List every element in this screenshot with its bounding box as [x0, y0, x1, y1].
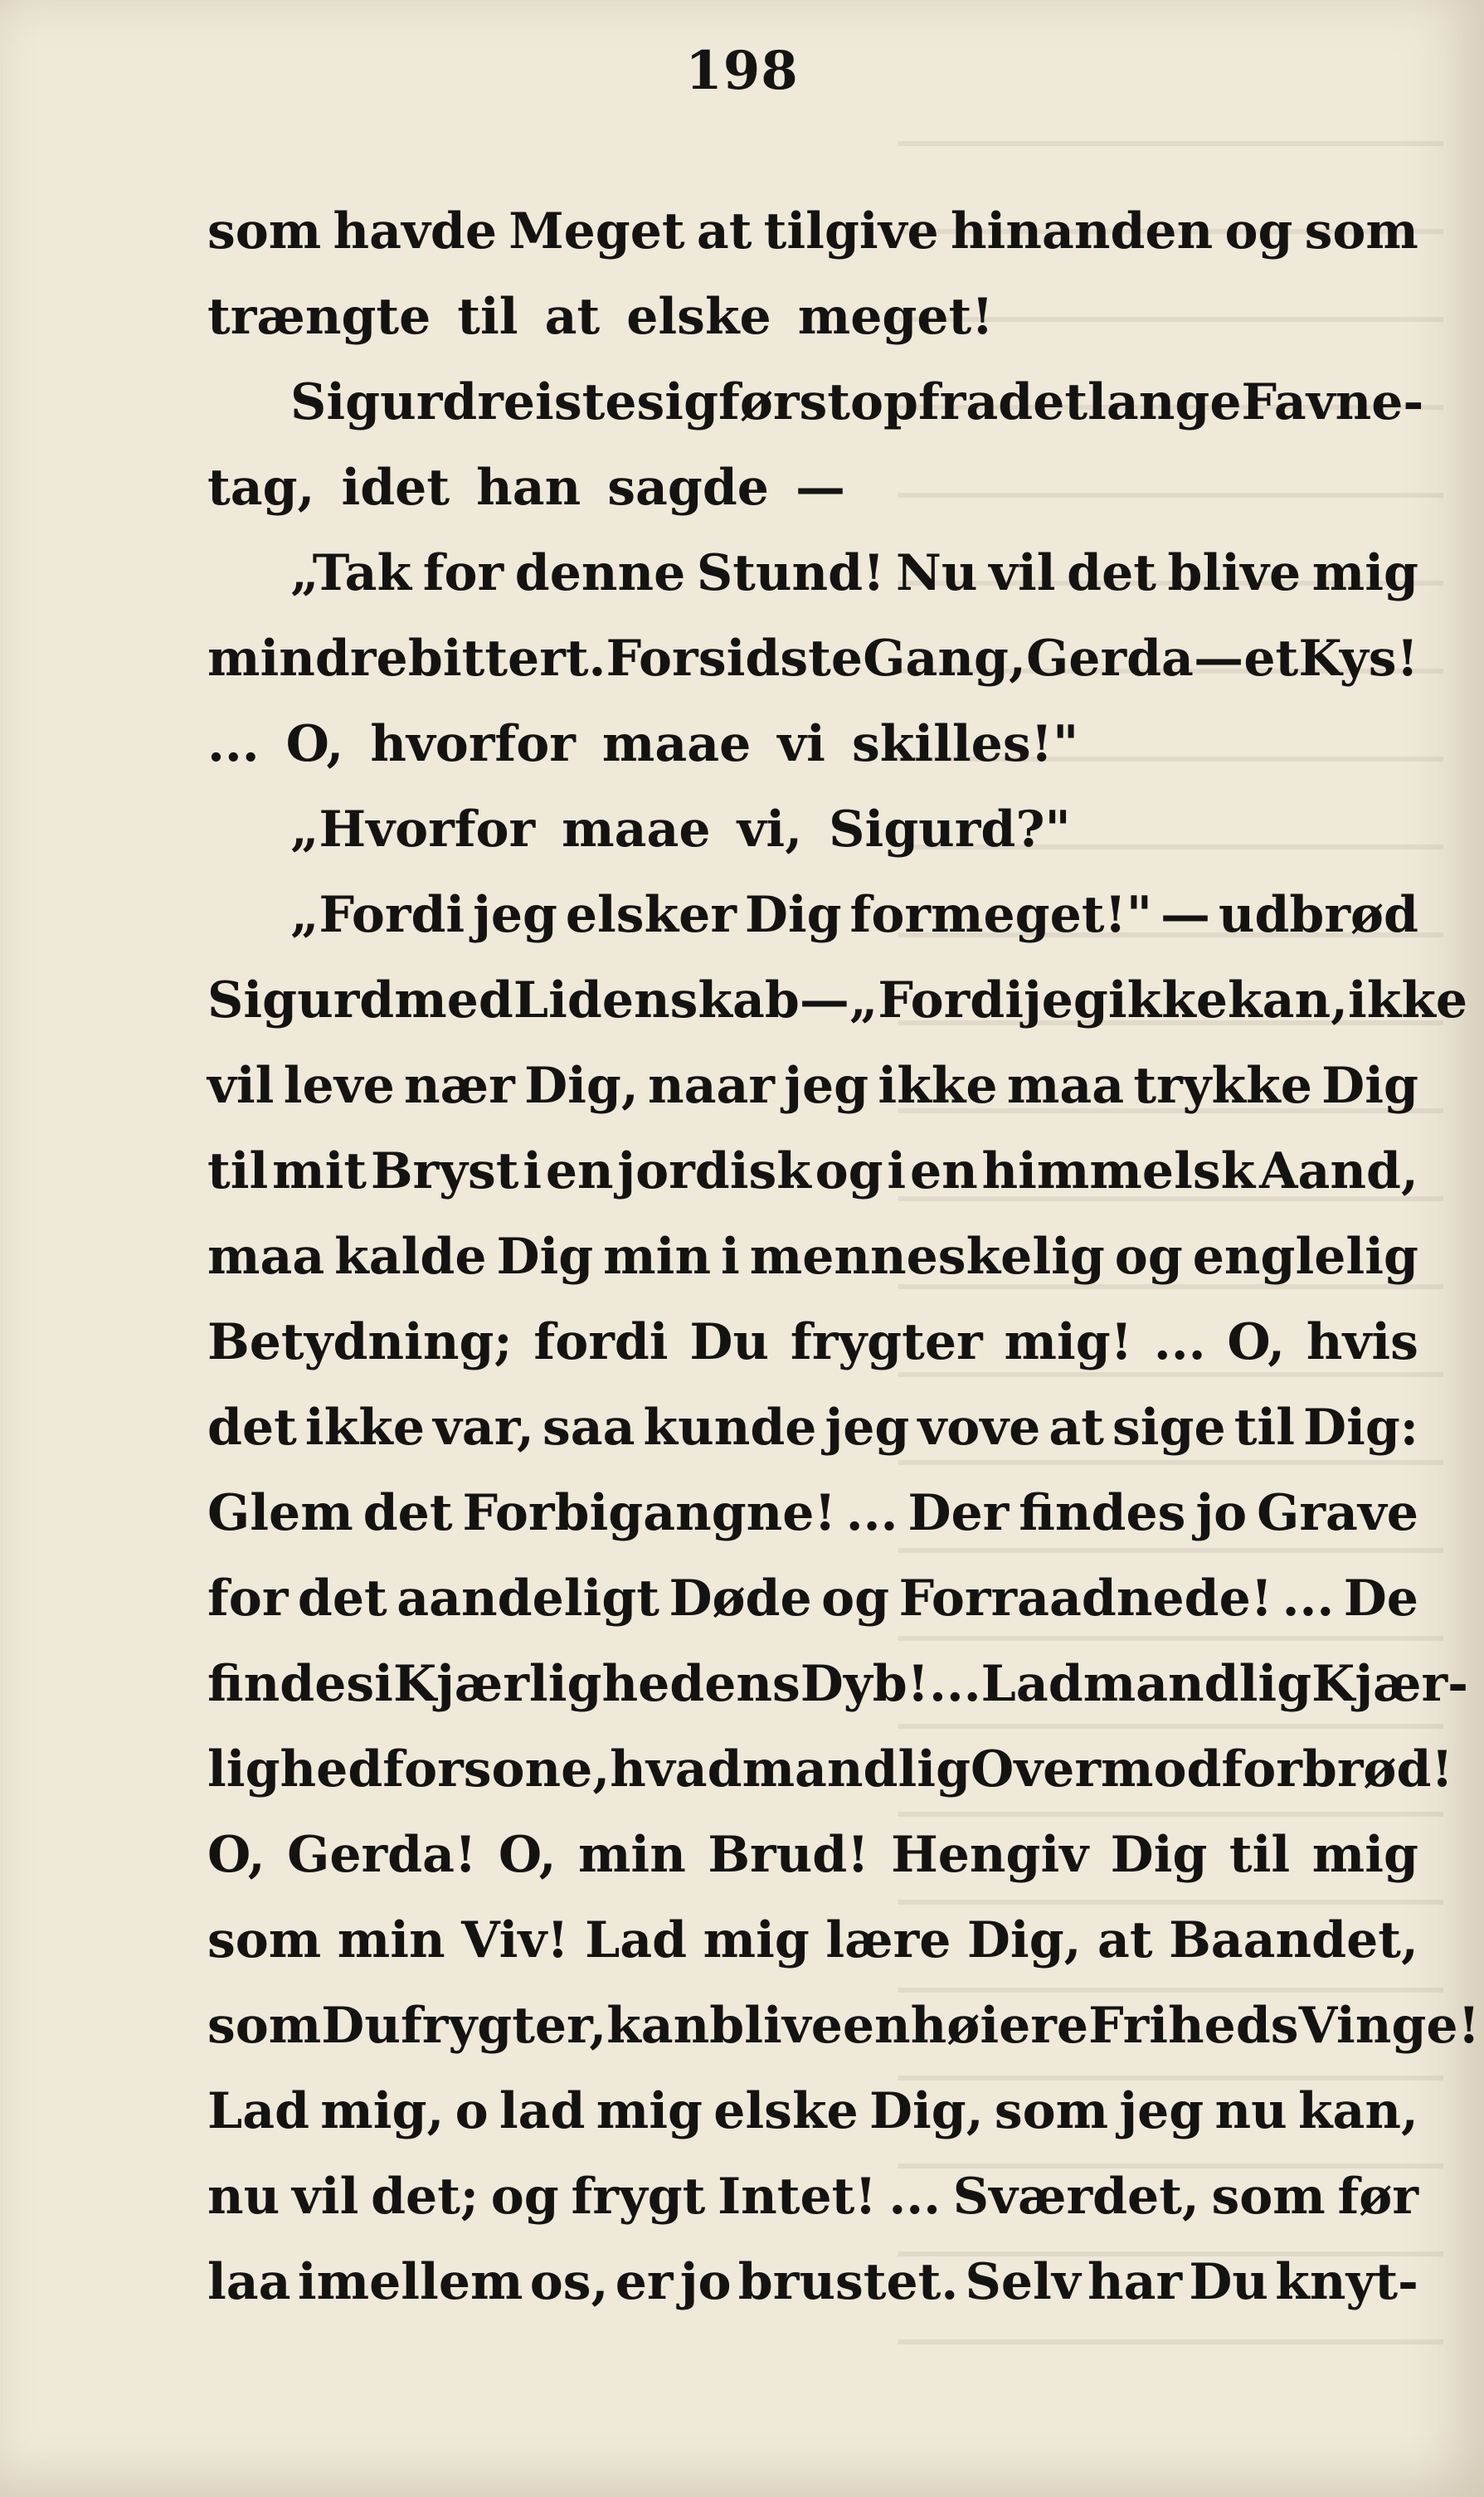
word: Forbigangne!: [462, 1484, 836, 1542]
word: som: [207, 1997, 322, 2055]
word: og: [1224, 202, 1293, 260]
word: Hengiv: [891, 1826, 1089, 1884]
text-line: [207, 2069, 1418, 2154]
text-line: [207, 2240, 1418, 2325]
word: Vinge!: [1298, 1997, 1480, 2055]
word: op: [849, 373, 918, 431]
text-line: [207, 1214, 1418, 1300]
word: før: [1337, 2168, 1418, 2226]
word: forsone,: [382, 1740, 611, 1799]
word: Viv!: [461, 1911, 569, 1969]
word: mandlig: [742, 1740, 971, 1799]
word: at: [1049, 1399, 1104, 1457]
word: at: [696, 202, 752, 260]
word: og: [1114, 1228, 1183, 1286]
word: vi: [777, 715, 825, 773]
word: mig: [1311, 544, 1418, 602]
text-line: [207, 1471, 1418, 1556]
word: „Tak: [290, 544, 412, 602]
word: en: [545, 1142, 614, 1200]
word: ikke: [1107, 971, 1228, 1029]
word: Der: [907, 1484, 1010, 1542]
word: jeg: [473, 886, 557, 944]
word: Du: [1189, 2253, 1269, 2311]
word: for: [207, 1570, 289, 1628]
text-line: [207, 1556, 1418, 1642]
word: vove: [917, 1399, 1041, 1457]
word: som: [207, 1911, 322, 1969]
word: Dig: [1110, 1826, 1208, 1884]
word: har: [1087, 2253, 1183, 2311]
text-line: [207, 1044, 1418, 1129]
word: elske: [626, 288, 771, 346]
word: mig: [1311, 1826, 1418, 1884]
word: hvad: [610, 1740, 742, 1799]
word: Dig:: [1303, 1399, 1418, 1457]
word: mig,: [320, 2082, 445, 2140]
word: kan: [606, 1997, 710, 2055]
word: Kjærlighedens: [392, 1655, 800, 1713]
word: Bryst: [370, 1142, 519, 1200]
word: frygt: [571, 2168, 706, 2226]
body-text: [207, 189, 1480, 2325]
word: sig: [636, 373, 719, 431]
word: at: [1097, 1911, 1153, 1969]
word: ...: [207, 715, 260, 773]
word: Lad: [207, 2082, 310, 2140]
word: med: [394, 971, 513, 1029]
word: vil: [207, 1057, 275, 1115]
word: jo: [679, 2253, 732, 2311]
word: imellem: [297, 2253, 523, 2311]
word: O,: [285, 715, 344, 773]
word: lære: [825, 1911, 951, 1969]
word: som: [994, 2082, 1109, 2140]
word: høiere: [910, 1997, 1089, 2055]
word: Gerda: [1026, 630, 1194, 688]
word: De: [1343, 1570, 1418, 1628]
word: jo: [1195, 1484, 1248, 1542]
page-number: 198: [685, 40, 799, 102]
word: er: [615, 2253, 674, 2311]
word: Forraadnede!: [898, 1570, 1273, 1628]
word: menneskelig: [749, 1228, 1105, 1286]
word: idet: [341, 459, 450, 517]
word: en: [842, 1997, 911, 2055]
word: havde: [333, 202, 497, 260]
text-line: [207, 1983, 1480, 2069]
word: Sigurd: [290, 373, 478, 431]
word: hvis: [1306, 1313, 1418, 1371]
word: Døde: [669, 1570, 812, 1628]
word: blive: [1167, 544, 1302, 602]
word: laa: [207, 2253, 291, 2311]
word: forbrød!: [1221, 1740, 1453, 1799]
word: Dig,: [869, 2082, 984, 2140]
word: Selv: [965, 2253, 1081, 2311]
word: brustet.: [737, 2253, 959, 2311]
word: og: [815, 1142, 883, 1200]
text-line: [207, 873, 1418, 958]
word: et: [1243, 630, 1299, 688]
word: kan,: [1228, 971, 1348, 1029]
word: maa: [1006, 1057, 1125, 1115]
word: tag,: [207, 459, 315, 517]
word: som: [207, 202, 322, 260]
word: til: [1233, 1399, 1295, 1457]
word: det: [1067, 544, 1156, 602]
word: Grave: [1257, 1484, 1418, 1542]
text-line: [207, 360, 1424, 445]
word: frygter,: [400, 1997, 607, 2055]
text-line: [207, 787, 1418, 873]
text-line: [207, 1300, 1418, 1385]
word: formeget!": [849, 886, 1153, 944]
word: en: [909, 1142, 978, 1200]
word: os,: [529, 2253, 609, 2311]
word: maa: [207, 1228, 325, 1286]
word: jeg: [1024, 971, 1108, 1029]
word: Dig: [1321, 1057, 1418, 1115]
word: hvorfor: [370, 715, 576, 773]
word: Gang,: [863, 630, 1026, 688]
text-line: [207, 445, 1418, 531]
word: Favne-: [1241, 373, 1424, 431]
word: Aand,: [1258, 1142, 1418, 1200]
word: nu: [1214, 2082, 1287, 2140]
word: Dig: [496, 1228, 594, 1286]
word: til: [1229, 1826, 1291, 1884]
word: og: [490, 2168, 559, 2226]
word: mandlig: [1083, 1655, 1312, 1713]
word: mig!: [1004, 1313, 1133, 1371]
word: Kys!: [1298, 630, 1418, 688]
word: i: [721, 1228, 740, 1286]
word: kunde: [643, 1399, 817, 1457]
word: nu: [207, 2168, 280, 2226]
word: lighed: [207, 1740, 383, 1799]
word: findes: [207, 1655, 375, 1713]
word: Brud!: [708, 1826, 869, 1884]
word: til: [457, 288, 518, 346]
word: elske: [713, 2082, 859, 2140]
text-line: [207, 1642, 1469, 1727]
word: ...: [1282, 1570, 1335, 1628]
word: findes: [1019, 1484, 1186, 1542]
word: o: [455, 2082, 489, 2140]
word: sige: [1112, 1399, 1226, 1457]
word: Du: [321, 1997, 401, 2055]
word: ...: [928, 1655, 981, 1713]
word: Meget: [508, 202, 685, 260]
word: leve: [283, 1057, 395, 1115]
word: Intet!: [718, 2168, 877, 2226]
word: det: [297, 1570, 387, 1628]
word: og: [821, 1570, 890, 1628]
word: blive: [709, 1997, 843, 2055]
word: O,: [1227, 1313, 1286, 1371]
word: Sigurd?": [829, 801, 1071, 859]
word: det: [362, 1484, 453, 1542]
text-line: [207, 1898, 1418, 1983]
word: reiste: [477, 373, 637, 431]
text-line: [207, 2154, 1418, 2240]
word: mit: [272, 1142, 367, 1200]
word: til: [207, 1142, 269, 1200]
word: Lidenskab: [513, 971, 800, 1029]
word: som: [1211, 2168, 1326, 2226]
word: mig: [703, 1911, 810, 1969]
word: sidste: [698, 630, 864, 688]
word: i: [374, 1655, 393, 1713]
text-line: [207, 958, 1468, 1044]
word: Sværdet,: [952, 2168, 1199, 2226]
word: ikke: [878, 1057, 998, 1115]
word: fordi: [533, 1313, 669, 1371]
word: —: [1160, 886, 1210, 944]
word: vil: [291, 2168, 359, 2226]
word: jeg: [825, 1399, 910, 1457]
word: —: [799, 971, 849, 1029]
word: Dyb!: [800, 1655, 929, 1713]
word: jeg: [1119, 2082, 1204, 2140]
text-line: [207, 531, 1418, 616]
word: lad: [499, 2082, 586, 2140]
word: O,: [498, 1826, 557, 1884]
word: Stund!: [696, 544, 885, 602]
word: min: [603, 1228, 712, 1286]
word: tilgive: [763, 202, 939, 260]
text-line: [207, 1727, 1453, 1813]
word: kalde: [334, 1228, 487, 1286]
word: knyt-: [1275, 2253, 1418, 2311]
word: at: [544, 288, 601, 346]
word: frygter: [790, 1313, 983, 1371]
word: han: [476, 459, 581, 517]
word: Dig: [744, 886, 842, 944]
text-line: [207, 616, 1418, 702]
word: meget!: [797, 288, 994, 346]
word: aandeligt: [397, 1570, 659, 1628]
word: Friheds: [1088, 1997, 1299, 2055]
word: englelig: [1192, 1228, 1418, 1286]
word: maae: [601, 715, 752, 773]
text-line: [207, 1385, 1418, 1471]
word: O,: [207, 1826, 265, 1884]
word: jeg: [784, 1057, 869, 1115]
word: Baandet,: [1169, 1911, 1418, 1969]
word: i: [887, 1142, 907, 1200]
word: mindre: [207, 630, 408, 688]
word: for: [422, 544, 504, 602]
word: naar: [648, 1057, 776, 1115]
text-line: [207, 189, 1418, 275]
word: nær: [404, 1057, 515, 1115]
word: var,: [433, 1399, 534, 1457]
word: fra: [917, 373, 999, 431]
word: ...: [845, 1484, 898, 1542]
word: det: [207, 1399, 297, 1457]
word: himmelsk: [981, 1142, 1256, 1200]
word: min: [337, 1911, 445, 1969]
word: sagde: [607, 459, 769, 517]
word: ikke: [1347, 971, 1468, 1029]
word: først: [718, 373, 850, 431]
word: Betydning;: [207, 1313, 513, 1371]
word: For: [606, 630, 698, 688]
word: „Hvorfor: [290, 801, 536, 859]
word: hinanden: [950, 202, 1214, 260]
word: som: [1304, 202, 1418, 260]
word: Dig,: [524, 1057, 639, 1115]
word: min: [577, 1826, 686, 1884]
text-line: [207, 275, 1418, 360]
word: Nu: [896, 544, 978, 602]
word: Dig,: [966, 1911, 1082, 1969]
word: Overmod: [971, 1740, 1222, 1799]
word: vi,: [737, 801, 803, 859]
word: —: [1194, 630, 1244, 688]
word: saa: [542, 1399, 635, 1457]
word: trængte: [207, 288, 431, 346]
word: bittert.: [407, 630, 606, 688]
word: kan,: [1297, 2082, 1418, 2140]
word: vil: [989, 544, 1056, 602]
text-line: [207, 1813, 1418, 1898]
word: Lad: [585, 1911, 688, 1969]
word: mig: [596, 2082, 703, 2140]
word: lange: [1087, 373, 1242, 431]
word: Kjær-: [1311, 1655, 1469, 1713]
word: ikke: [304, 1399, 425, 1457]
text-line: [207, 1129, 1418, 1214]
word: i: [523, 1142, 543, 1200]
word: udbrød: [1218, 886, 1418, 944]
text-line: [207, 702, 1418, 787]
word: trykke: [1133, 1057, 1312, 1115]
word: Gerda!: [287, 1826, 477, 1884]
word: „Fordi: [849, 971, 1024, 1029]
word: jordisk: [617, 1142, 811, 1200]
word: elsker: [565, 886, 737, 944]
word: „Fordi: [290, 886, 465, 944]
word: ...: [1153, 1313, 1206, 1371]
word: Sigurd: [207, 971, 395, 1029]
word: Lad: [980, 1655, 1083, 1713]
word: skilles!": [851, 715, 1079, 773]
word: Glem: [207, 1484, 353, 1542]
word: ...: [888, 2168, 941, 2226]
word: maae: [562, 801, 711, 859]
word: denne: [514, 544, 686, 602]
word: det: [998, 373, 1088, 431]
word: det;: [371, 2168, 479, 2226]
word: —: [795, 459, 845, 517]
word: Du: [689, 1313, 770, 1371]
